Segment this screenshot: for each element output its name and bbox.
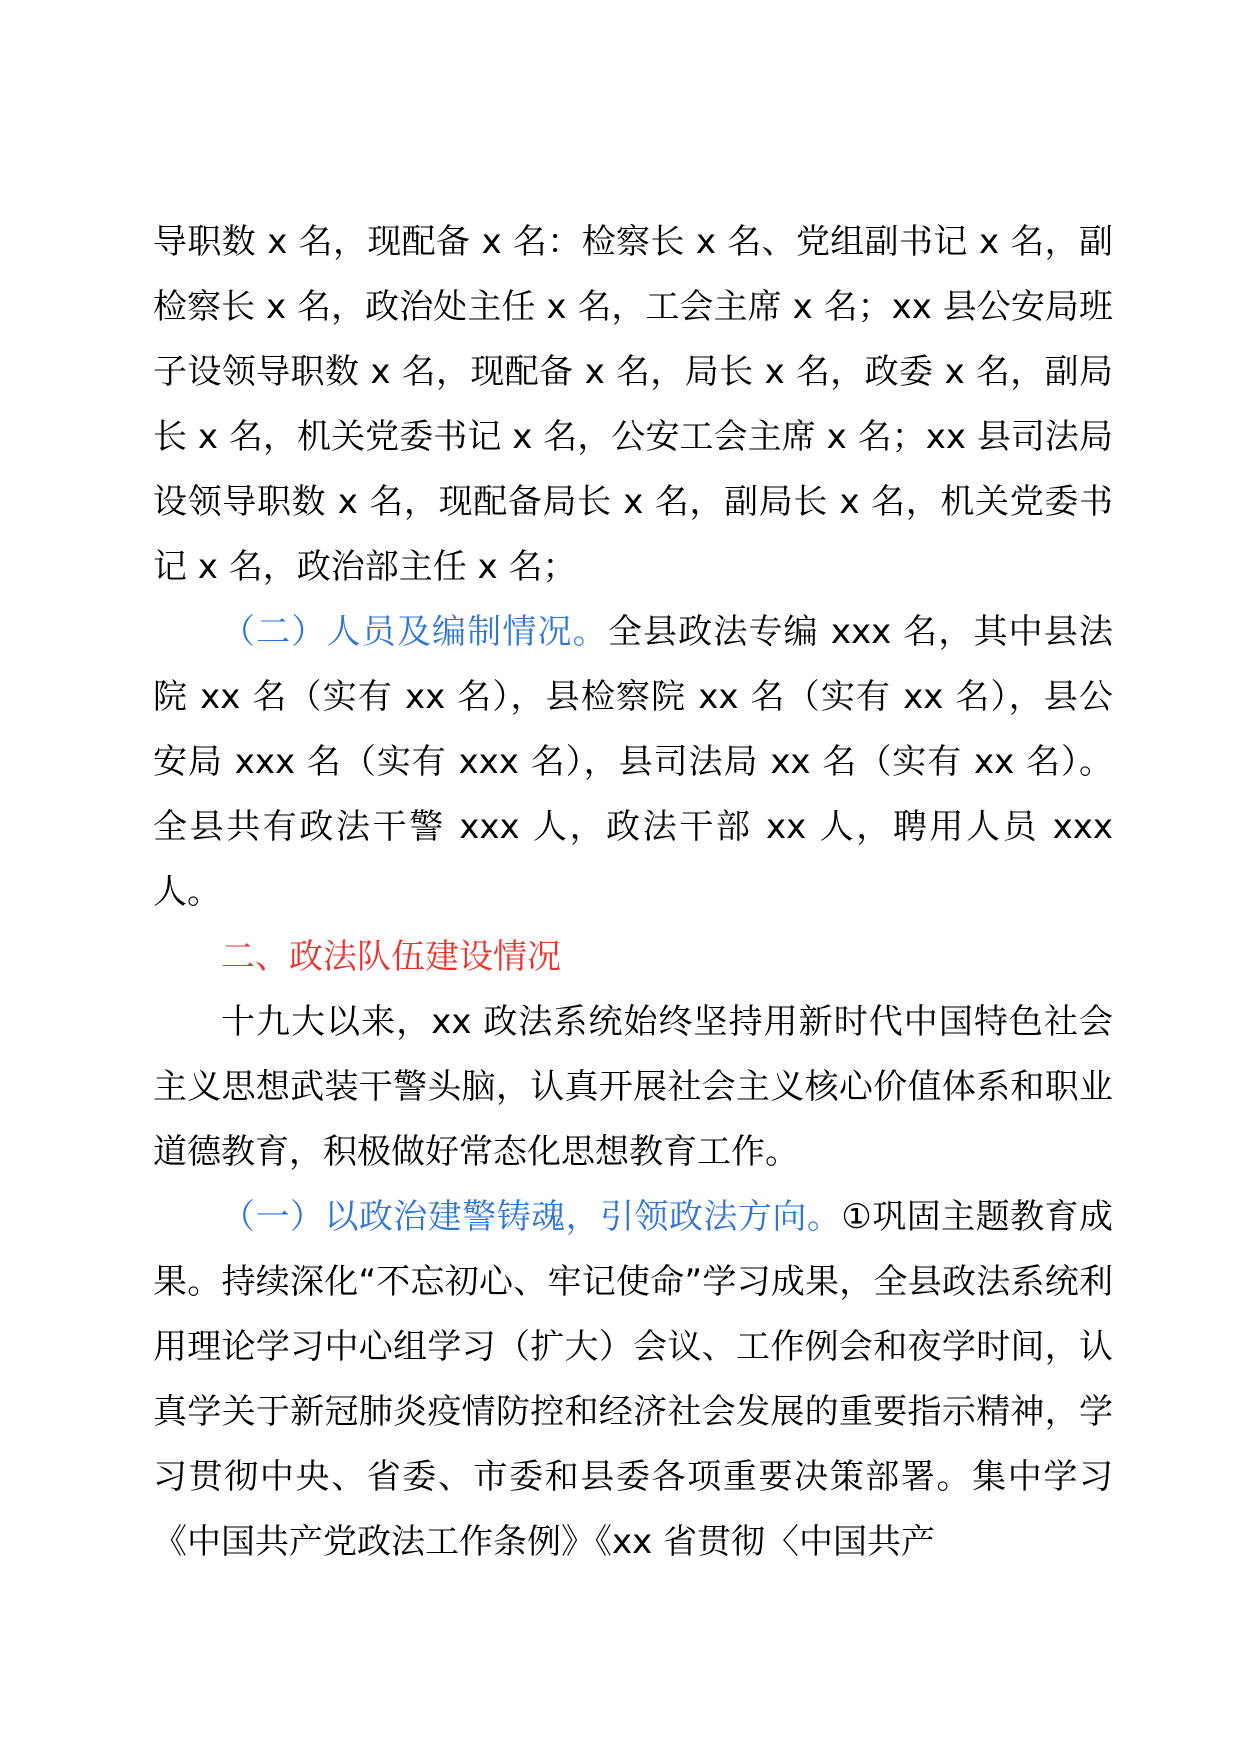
subsection-heading-staffing: （二）人员及编制情况。 [221,612,608,652]
document-body [153,210,1113,1575]
paragraph-text: 导职数 x 名，现配备 x 名：检察长 x 名、党组副书记 x 名，副检察长 x 名，政治处主任 x 名，工会主席 x 名；xx 县公安局班子设领导职数 x 名，现配备 x 名，局长 x 名，政委 x 名，副局长 x 名，机关党委书记 x 名，公安工会主席 x 名；xx 县司法局设领导职数 x 名，现配备局长 x 名，副局长 x 名，机关党委书记 x 名，政治部主任 x 名； [153,222,1113,587]
paragraph-political-building [153,1185,1113,1575]
paragraph-leadership-continuation [153,210,1113,600]
section-title-team-building [153,925,1113,990]
subsection-heading-political: （一）以政治建警铸魂，引领政法方向。 [221,1197,842,1237]
paragraph-text: ①巩固主题教育成果。持续深化“不忘初心、牢记使命”学习成果，全县政法系统利用理论学习中心组学习（扩大）会议、工作例会和夜学时间，认真学关于新冠肺炎疫情防控和经济社会发展的重要指示精神，学习贯彻中央、省委、市委和县委各项重要决策部署。集中学习《中国共产党政法工作条例》《xx 省贯彻〈中国共产 [153,1197,1114,1562]
paragraph-intro [153,990,1113,1185]
paragraph-text: 十九大以来，xx 政法系统始终坚持用新时代中国特色社会主义思想武装干警头脑，认真开展社会主义核心价值体系和职业道德教育，积极做好常态化思想教育工作。 [153,1002,1113,1172]
paragraph-staffing [153,600,1113,925]
paragraph-text: 全县政法专编 xxx 名，其中县法院 xx 名（实有 xx 名），县检察院 xx 名（实有 xx 名），县公安局 xxx 名（实有 xxx 名），县司法局 xx 名（实有 xx 名）。全县共有政法干警 xxx 人，政法干部 xx 人，聘用人员 xxx 人。 [153,612,1113,912]
section-title-text: 二、政法队伍建设情况 [221,937,561,977]
